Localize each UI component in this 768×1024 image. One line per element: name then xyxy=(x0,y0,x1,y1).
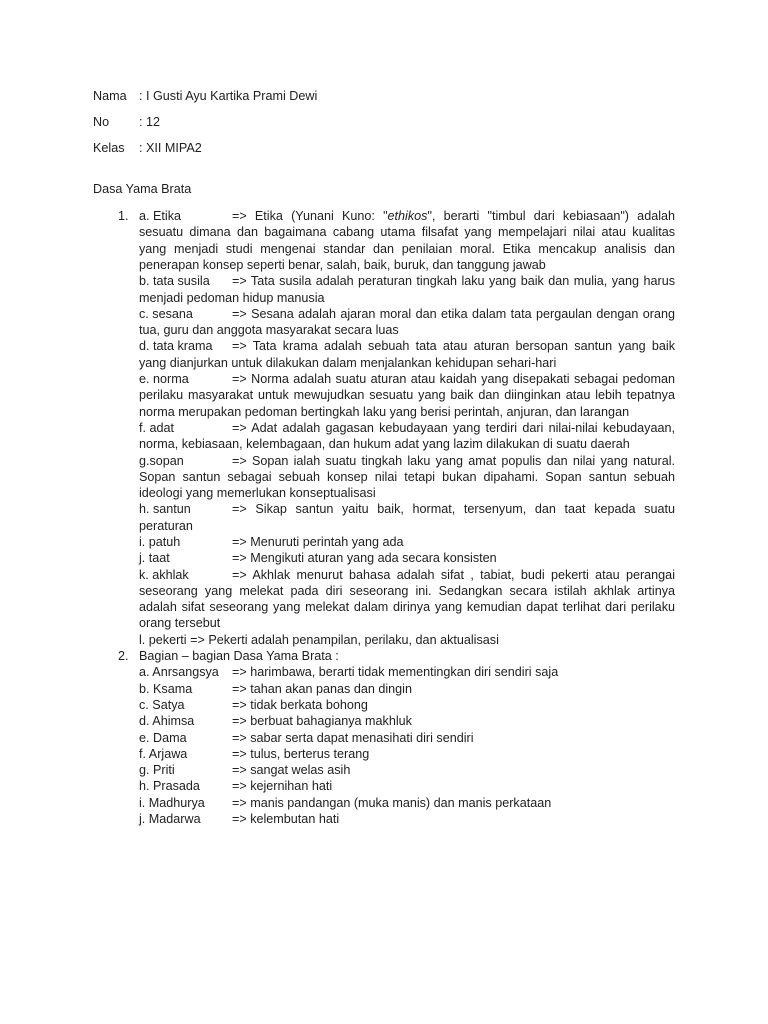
item-term: k. akhlak xyxy=(139,567,189,582)
list-item-satya xyxy=(139,697,675,713)
list-item-sopan xyxy=(139,453,675,502)
item-definition: => Sesana adalah ajaran moral dan etika dalam tata pergaulan dengan orang tua, guru dan anggota masyarakat secara luas xyxy=(139,306,675,338)
item-definition: => sabar serta dapat menasihati diri sendiri xyxy=(232,730,474,745)
list-item-santun xyxy=(139,501,675,534)
document-title: Dasa Yama Brata xyxy=(93,182,192,197)
item-term: l. pekerti xyxy=(139,632,187,647)
item-term: c. sesana xyxy=(139,306,193,321)
list-item-sesana xyxy=(139,306,675,339)
item-term: g.sopan xyxy=(139,453,184,468)
item-definition-italic: ethikos xyxy=(387,209,428,224)
item-definition: => berbuat bahagianya makhluk xyxy=(232,714,412,729)
section-heading: Bagian – bagian Dasa Yama Brata : xyxy=(139,649,339,664)
item-term: j. taat xyxy=(139,551,170,566)
item-definition: => Tata krama adalah sebuah tata atau aturan bersopan santun yang baik yang dianjurkan untuk dilakukan dalam menjalankan kehidupan sehari-hari xyxy=(139,339,675,370)
list-item-patuh xyxy=(139,534,675,550)
section-1 xyxy=(93,208,675,648)
item-definition: => Menuruti perintah yang ada xyxy=(232,535,404,549)
item-definition: => Tata susila adalah peraturan tingkah laku yang baik dan mulia, yang harus menjadi pedoman hidup manusia xyxy=(139,274,675,305)
item-definition: => Mengikuti aturan yang ada secara konsisten xyxy=(232,551,497,566)
item-term: h. santun xyxy=(139,502,191,517)
document-body xyxy=(93,88,675,827)
list-item-dama xyxy=(139,730,675,746)
item-definition: => harimbawa, berarti tidak mementingkan diri sendiri saja xyxy=(232,665,559,680)
list-item-adat xyxy=(139,420,675,453)
section-number: 1. xyxy=(118,209,129,224)
item-definition: => Pekerti adalah penampilan, perilaku, dan aktualisasi xyxy=(190,632,499,647)
item-definition: => tidak berkata bohong xyxy=(232,697,368,712)
field-kelas xyxy=(93,140,675,156)
item-term: e. norma xyxy=(139,372,189,387)
item-term: c. Satya xyxy=(139,697,185,712)
item-term: d. tata krama xyxy=(139,339,213,354)
list-item-madhurya xyxy=(139,795,675,811)
section-number: 2. xyxy=(118,649,129,664)
list-item-taat xyxy=(139,550,675,566)
field-label: Nama xyxy=(93,89,127,103)
item-definition: ", berarti "timbul dari kebiasaan") adalah sesuatu dimana dan bagaimana cabang utama filsafat yang mempelajari nilai atau kualitas yang menjadi studi mengenai standar dan penilaian moral. Etika mencakup analisis dan penerapan konsep seperti benar, salah, baik, buruk, dan tanggung jawab xyxy=(139,209,676,272)
field-nama xyxy=(93,88,675,104)
list-item-madarwa xyxy=(139,811,675,827)
item-term: b. Ksama xyxy=(139,681,193,696)
list-item-anrsangsya xyxy=(139,664,675,680)
item-term: f. adat xyxy=(139,420,175,435)
item-term: f. Arjawa xyxy=(139,746,188,761)
field-value: : I Gusti Ayu Kartika Prami Dewi xyxy=(139,89,318,103)
list-item-akhlak xyxy=(139,567,675,632)
list-item-tata-krama xyxy=(139,338,675,371)
item-definition: => Norma adalah suatu aturan atau kaidah yang disepakati sebagai pedoman perilaku masyarakat untuk mewujudkan sesuatu yang baik dan diinginkan atau lebih tepatnya norma merupakan pedoman bertingkah laku yang berisi perintah, anjuran, dan larangan xyxy=(139,372,675,419)
list-item-arjawa xyxy=(139,746,675,762)
item-definition: => manis pandangan (muka manis) dan manis perkataan xyxy=(232,795,552,810)
section-2 xyxy=(93,648,675,827)
item-definition: => Sopan ialah suatu tingkah laku yang amat populis dan nilai yang natural. Sopan santun sebagai sebuah konsep nilai tetapi bukan dipahami. Sopan santun sebuah ideologi yang memerlukan konseptualisasi xyxy=(139,453,675,501)
item-definition: => kejernihan hati xyxy=(232,779,333,794)
list-item-priti xyxy=(139,762,675,778)
item-term: a. Anrsangsya xyxy=(139,665,219,680)
item-term: i. patuh xyxy=(139,535,181,549)
field-value: : 12 xyxy=(139,114,161,129)
list-item-norma xyxy=(139,371,675,420)
item-term: j. Madarwa xyxy=(139,812,201,827)
item-term: d. Ahimsa xyxy=(139,714,195,729)
list-item-ksama xyxy=(139,681,675,697)
item-term: i. Madhurya xyxy=(139,795,205,810)
list-item-prasada xyxy=(139,778,675,794)
item-term: g. Priti xyxy=(139,763,175,778)
item-definition: => kelembutan hati xyxy=(232,812,340,827)
item-term: e. Dama xyxy=(139,730,187,745)
item-definition: => Etika (Yunani Kuno: " xyxy=(232,209,388,224)
field-no xyxy=(93,114,675,130)
list-item-pekerti xyxy=(139,632,675,648)
item-definition: => tulus, berterus terang xyxy=(232,746,370,761)
item-term: b. tata susila xyxy=(139,274,210,289)
item-definition: => sangat welas asih xyxy=(232,763,351,778)
list-item-etika xyxy=(139,208,675,273)
list-item-tata-susila xyxy=(139,273,675,306)
item-definition: => Sikap santun yaitu baik, hormat, tersenyum, dan taat kepada suatu peraturan xyxy=(139,502,675,533)
item-term: a. Etika xyxy=(139,209,181,224)
item-definition: => Adat adalah gagasan kebudayaan yang terdiri dari nilai-nilai kebudayaan, norma, kebiasaan, kelembagaan, dan hukum adat yang lazim dilakukan di suatu daerah xyxy=(139,420,675,452)
list-item-ahimsa xyxy=(139,713,675,729)
item-definition: => Akhlak menurut bahasa adalah sifat , tabiat, budi pekerti atau perangai seseorang yang melekat pada diri seseorang ini. Sedangkan secara istilah akhlak artinya adalah sifat seseorang yang melekat dalam dirinya yang kemudian dapat terlihat dari perilaku orang tersebut xyxy=(139,567,675,631)
field-label: Kelas xyxy=(93,140,125,155)
item-definition: => tahan akan panas dan dingin xyxy=(232,681,412,696)
item-term: h. Prasada xyxy=(139,779,200,794)
field-label: No xyxy=(93,114,110,129)
field-value: : XII MIPA2 xyxy=(139,140,202,155)
